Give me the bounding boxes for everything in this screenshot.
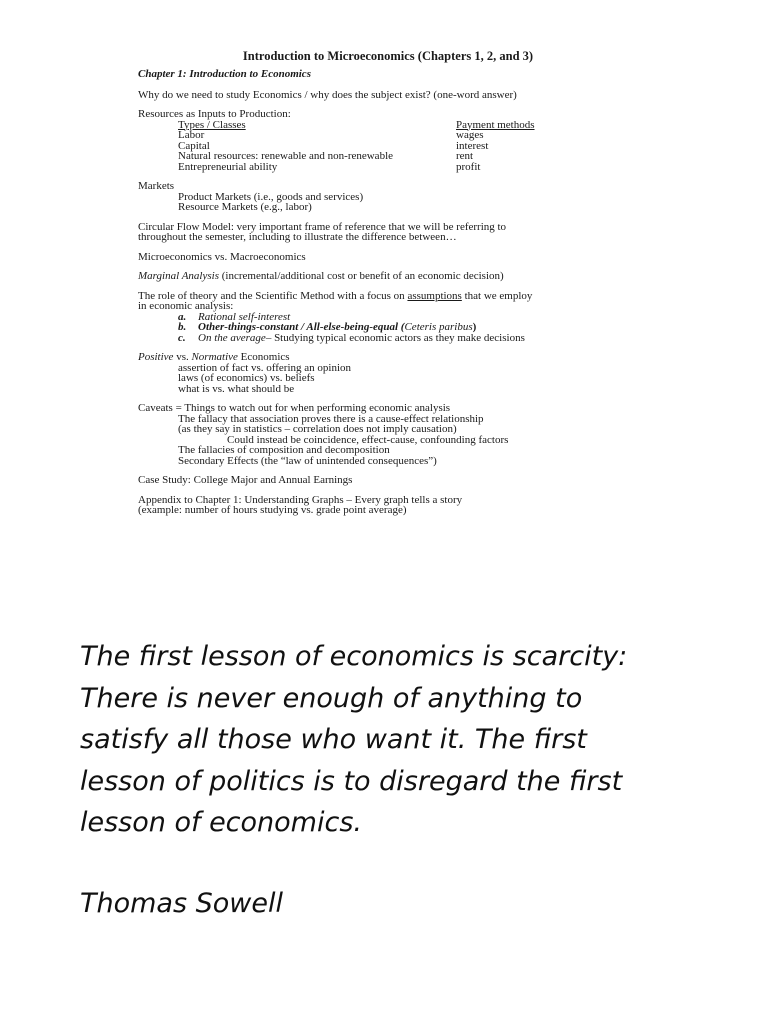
caveats-subitem: Could instead be coincidence, effect-cause, confounding factors bbox=[227, 433, 509, 446]
positive-normative-item: assertion of fact vs. offering an opinion bbox=[178, 361, 352, 374]
assumptions-word: assumptions bbox=[407, 289, 462, 302]
marginal-analysis-line bbox=[138, 271, 618, 282]
circular-flow-line: Circular Flow Model: very important frame of reference that we will be referring to bbox=[138, 220, 507, 233]
marginal-analysis-rest: (incremental/additional cost or benefit of an economic decision) bbox=[218, 270, 504, 282]
resources-header-row bbox=[138, 120, 618, 131]
document-title: Introduction to Microeconomics (Chapters 1, 2, and 3) bbox=[242, 49, 534, 63]
markets-item: Resource Markets (e.g., labor) bbox=[178, 201, 312, 213]
types-column-header: Types / Classes bbox=[178, 118, 246, 131]
caveats-section bbox=[138, 403, 618, 466]
markets-item: Product Markets (i.e., goods and services) bbox=[178, 190, 364, 203]
assumption-latin: Ceteris paribus bbox=[404, 321, 473, 333]
resource-type: Entrepreneurial ability bbox=[178, 160, 278, 173]
theory-text: that we employ bbox=[461, 289, 533, 302]
markets-section bbox=[138, 181, 618, 213]
quote-line: satisfy all those who want it. The first bbox=[80, 724, 587, 755]
economics-text: Economics bbox=[237, 351, 290, 363]
theory-line: in economic analysis: bbox=[138, 300, 234, 312]
why-study-line: Why do we need to study Economics / why does the subject exist? (one-word answer) bbox=[138, 88, 517, 101]
assumption-text: On the average bbox=[198, 331, 266, 344]
positive-normative-section bbox=[138, 352, 618, 394]
vs-text: vs. bbox=[173, 351, 192, 363]
micro-macro-line: Microeconomics vs. Macroeconomics bbox=[138, 250, 306, 263]
quote-line: There is never enough of anything to bbox=[80, 682, 583, 714]
resource-payment: wages bbox=[456, 129, 484, 141]
positive-normative-heading bbox=[138, 352, 618, 363]
payment-column-header: Payment methods bbox=[456, 118, 535, 131]
resource-row bbox=[138, 151, 618, 162]
caveats-item: (as they say in statistics – correlation does not imply causation) bbox=[178, 423, 457, 435]
assumption-rest: – Studying typical economic actors as they make decisions bbox=[265, 331, 525, 344]
positive-normative-item: what is vs. what should be bbox=[178, 382, 295, 395]
resource-type: Capital bbox=[178, 139, 210, 152]
caveats-item: The fallacies of composition and decomposition bbox=[178, 444, 390, 456]
resource-row bbox=[138, 130, 618, 141]
assumption-item bbox=[138, 333, 618, 344]
appendix-line: Appendix to Chapter 1: Understanding Graphs – Every graph tells a story bbox=[138, 493, 463, 506]
outline-document bbox=[138, 50, 618, 525]
positive-term: Positive bbox=[138, 351, 174, 363]
circular-flow-line: throughout the semester, including to illustrate the difference between… bbox=[138, 231, 457, 243]
caveats-heading: Caveats = Things to watch out for when performing economic analysis bbox=[138, 402, 451, 414]
quote-line: lesson of economics. bbox=[80, 807, 362, 838]
resources-section bbox=[138, 109, 618, 172]
chapter-heading: Chapter 1: Introduction to Economics bbox=[138, 68, 311, 80]
caveats-item: Secondary Effects (the “law of unintended consequences”) bbox=[178, 454, 437, 467]
assumption-text: Rational self-interest bbox=[198, 310, 291, 323]
resource-type: Labor bbox=[178, 129, 205, 141]
appendix-section bbox=[138, 495, 618, 516]
marginal-analysis-term: Marginal Analysis bbox=[138, 270, 219, 282]
normative-term: Normative bbox=[191, 351, 238, 363]
resource-payment: rent bbox=[456, 150, 474, 162]
assumption-key: a. bbox=[178, 310, 187, 323]
case-study-line: Case Study: College Major and Annual Earnings bbox=[138, 474, 353, 486]
assumption-key: c. bbox=[178, 331, 186, 344]
quote-line: lesson of politics is to disregard the first bbox=[80, 765, 623, 797]
assumption-text: Other-things-constant / All-else-being-equal ( bbox=[198, 321, 405, 333]
resource-payment: interest bbox=[456, 139, 489, 152]
quote-line: The first lesson of economics is scarcity: bbox=[80, 641, 628, 672]
sowell-quote bbox=[80, 636, 700, 844]
quote-author: Thomas Sowell bbox=[80, 888, 283, 919]
markets-heading: Markets bbox=[138, 180, 175, 192]
caveats-item: The fallacy that association proves there is a cause-effect relationship bbox=[178, 412, 484, 425]
assumption-item bbox=[138, 322, 618, 333]
positive-normative-item: laws (of economics) vs. beliefs bbox=[178, 372, 315, 384]
assumption-key: b. bbox=[178, 321, 187, 333]
theory-text: The role of theory and the Scientific Method with a focus on bbox=[138, 289, 408, 302]
resource-type: Natural resources: renewable and non-renewable bbox=[178, 150, 394, 162]
resource-payment: profit bbox=[456, 160, 481, 173]
resource-row bbox=[138, 162, 618, 173]
appendix-line: (example: number of hours studying vs. grade point average) bbox=[138, 504, 407, 516]
circular-flow-section bbox=[138, 222, 618, 243]
theory-section bbox=[138, 291, 618, 344]
resources-heading: Resources as Inputs to Production: bbox=[138, 108, 291, 120]
assumption-rest: ) bbox=[472, 321, 477, 333]
